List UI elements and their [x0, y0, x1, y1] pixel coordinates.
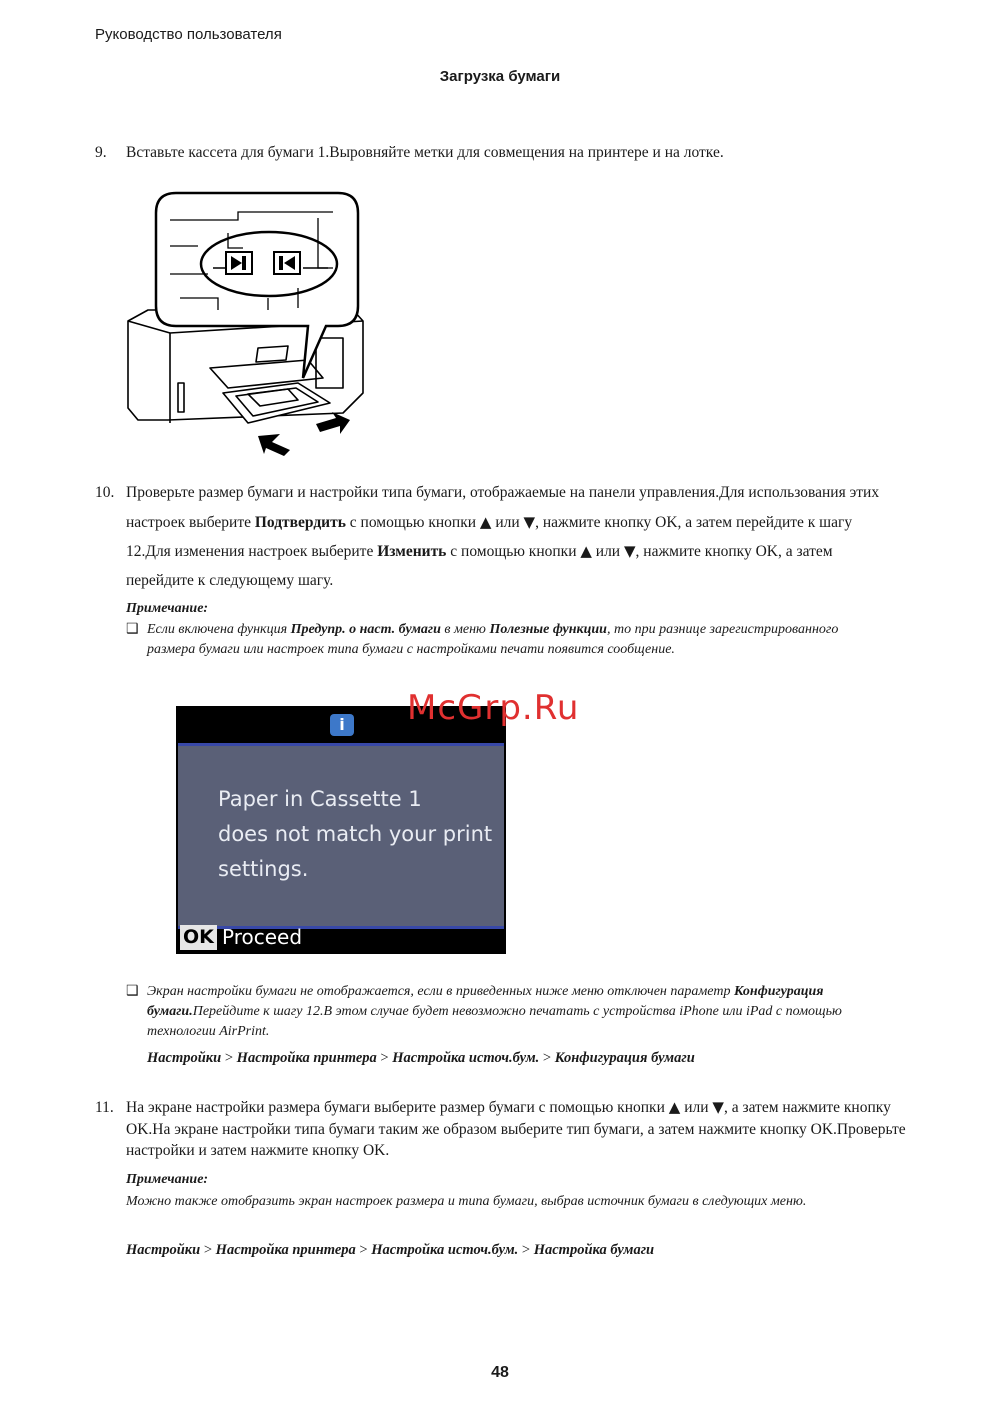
path-item: Настройка принтера	[236, 1050, 377, 1066]
step-10-text	[126, 479, 891, 595]
note-part: , то при разнице зарегистрированного размера бумаги или настроек типа бумаги с настройками печати появится сообщение.	[147, 622, 839, 657]
watermark: McGrp.Ru	[407, 688, 580, 728]
step-10-part: , нажмите кнопку OK, а затем перейдите к шагу 12.Для изменения настроек выберите	[126, 513, 853, 560]
bullet-icon: ❑	[126, 984, 139, 999]
step-11-number: 11.	[95, 1099, 114, 1116]
path-item: Настройка принтера	[215, 1242, 356, 1258]
path-item: Настройки	[126, 1242, 201, 1258]
lcd-message: Paper in Cassette 1 does not match your print settings.	[218, 787, 493, 881]
change-option: Изменить	[377, 543, 447, 560]
info-icon: i	[330, 714, 354, 736]
up-arrow-icon: ▲	[668, 1098, 681, 1116]
menu-name: Полезные функции	[489, 622, 607, 637]
path-separator: >	[355, 1242, 372, 1258]
step-9-text: Вставьте кассета для бумаги 1.Выровняйте метки для совмещения на принтере и на лотке.	[126, 144, 724, 161]
proceed-label: Proceed	[222, 925, 303, 949]
step-10-part: или	[591, 543, 624, 560]
note-item-config	[147, 982, 887, 1042]
step-11-part: , а затем нажмите кнопку OK.На экране настройки типа бумаги таким же образом выберите тип бумаги, а затем нажмите кнопку OK.Проверьте настройки и затем нажмите кнопку OK.	[126, 1099, 906, 1159]
path-item: Конфигурация бумаги	[554, 1050, 695, 1066]
step-11-part: На экране настройки размера бумаги выберите размер бумаги с помощью кнопки	[126, 1099, 669, 1116]
down-arrow-icon: ▼	[523, 512, 536, 531]
menu-option: Предупр. о наст. бумаги	[290, 622, 441, 637]
up-arrow-icon: ▲	[479, 512, 492, 531]
step-10-part: , нажмите кнопку OK, а затем перейдите к следующему шагу.	[126, 543, 833, 589]
step-11-part: или	[680, 1099, 713, 1116]
path-item: Настройка бумаги	[533, 1242, 655, 1258]
section-title: Загрузка бумаги	[439, 68, 561, 85]
note-title: Примечание:	[126, 1172, 209, 1187]
note-part: в меню	[440, 622, 490, 637]
note-title: Примечание:	[126, 601, 209, 616]
note-part: Если включена функция	[147, 622, 291, 637]
path-item: Настройка источ.бум.	[392, 1050, 540, 1066]
path-item: Настройка источ.бум.	[371, 1242, 519, 1258]
step-10-part: с помощью кнопки	[345, 513, 480, 531]
note-part: Перейдите к шагу 12.В этом случае будет невозможно печатать с устройства iPhone или iPad с помощью технологии AirPrint.	[147, 1004, 842, 1039]
step-10-part: или	[491, 513, 524, 531]
path-separator: >	[221, 1050, 237, 1066]
page-number: 48	[491, 1364, 509, 1381]
step-9-number: 9.	[95, 144, 107, 161]
path-separator: >	[518, 1242, 534, 1258]
confirm-option: Подтвердить	[254, 513, 346, 531]
step-10-part: с помощью кнопки	[446, 543, 581, 560]
lcd-screen	[176, 706, 506, 954]
note-text: Можно также отобразить экран настроек размера и типа бумаги, выбрав источник бумаги в следующих меню.	[126, 1194, 807, 1209]
ok-button-label: OK	[180, 925, 217, 950]
bullet-icon: ❑	[126, 622, 139, 637]
menu-path-paper	[126, 1242, 654, 1259]
document-title: Руководство пользователя	[95, 26, 282, 43]
lcd-message-area	[178, 743, 504, 929]
down-arrow-icon: ▼	[623, 542, 636, 560]
up-arrow-icon: ▲	[580, 542, 592, 560]
down-arrow-icon: ▼	[712, 1098, 724, 1116]
step-10-part: Проверьте размер бумаги и настройки типа бумаги, отображаемые на панели управления.Для использования этих настроек выберите	[126, 484, 880, 531]
note-item-warning	[147, 620, 882, 660]
printer-cassette-illustration	[118, 188, 368, 458]
path-item: Настройки	[147, 1050, 222, 1066]
path-separator: >	[376, 1050, 393, 1066]
parameter-name: Конфигурация бумаги.	[147, 984, 824, 1019]
path-separator: >	[200, 1242, 216, 1258]
step-10-number: 10.	[95, 484, 115, 501]
step-11-text	[126, 1097, 916, 1162]
path-separator: >	[539, 1050, 555, 1066]
menu-path-config	[147, 1050, 695, 1067]
note-part: Экран настройки бумаги не отображается, если в приведенных ниже меню отключен параметр	[147, 984, 734, 999]
